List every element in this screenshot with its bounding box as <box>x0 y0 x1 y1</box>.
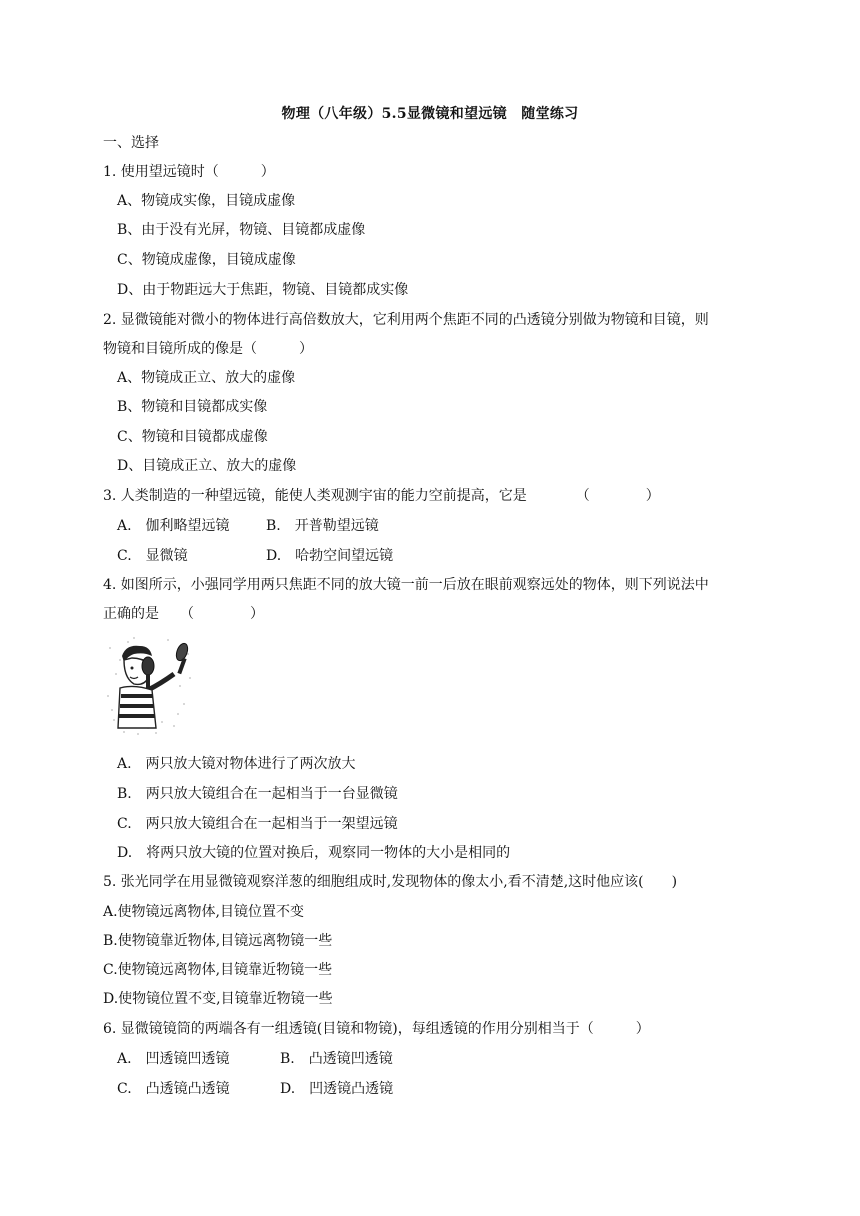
page-title: 物理（八年级）5.5显微镜和望远镜 随堂练习 <box>281 106 579 122</box>
question-4-stem-line1: 4. 如图所示，小强同学用两只焦距不同的放大镜一前一后放在眼前观察远处的物体，则下列说法中 <box>103 577 709 593</box>
boy-with-magnifiers-figure <box>104 634 196 738</box>
question-2-option-a: A、物镜成正立、放大的虚像 <box>117 370 296 386</box>
question-4-option-c: C. 两只放大镜组合在一起相当于一架望远镜 <box>117 816 398 832</box>
question-2-stem-line2: 物镜和目镜所成的像是（ ） <box>103 341 313 357</box>
question-2-stem-line1: 2. 显微镜能对微小的物体进行高倍数放大，它利用两个焦距不同的凸透镜分别做为物镜和目镜，则 <box>103 312 709 328</box>
question-6-option-d: D. 凹透镜凸透镜 <box>280 1081 394 1097</box>
question-1-option-d: D、由于物距远大于焦距，物镜、目镜都成实像 <box>117 282 409 298</box>
question-2-option-c: C、物镜和目镜都成虚像 <box>117 429 268 445</box>
question-6-option-b: B. 凸透镜凹透镜 <box>280 1051 393 1067</box>
question-5-option-c: C.使物镜远离物体,目镜靠近物镜一些 <box>103 962 333 978</box>
question-6-option-a: A. 凹透镜凹透镜 <box>117 1051 230 1067</box>
question-6-option-c: C. 凸透镜凸透镜 <box>117 1081 230 1097</box>
question-4-option-d: D. 将两只放大镜的位置对换后，观察同一物体的大小是相同的 <box>117 845 511 861</box>
question-2-option-b: B、物镜和目镜都成实像 <box>117 399 268 415</box>
question-4-option-b: B. 两只放大镜组合在一起相当于一台显微镜 <box>117 786 398 802</box>
question-4-stem-line2: 正确的是 （ ） <box>103 606 264 622</box>
question-3-option-c: C. 显微镜 <box>117 548 188 564</box>
question-5-stem: 5. 张光同学在用显微镜观察洋葱的细胞组成时,发现物体的像太小,看不清楚,这时他应该( ) <box>103 874 678 890</box>
question-5-option-d: D.使物镜位置不变,目镜靠近物镜一些 <box>103 991 333 1007</box>
question-5-option-b: B.使物镜靠近物体,目镜远离物镜一些 <box>103 933 333 949</box>
question-4-option-a: A. 两只放大镜对物体进行了两次放大 <box>117 756 356 772</box>
question-3-option-b: B. 开普勒望远镜 <box>266 518 379 534</box>
question-3-stem: 3. 人类制造的一种望远镜，能使人类观测宇宙的能力空前提高，它是 （ ） <box>103 488 660 504</box>
question-3-option-d: D. 哈勃空间望远镜 <box>266 548 394 564</box>
question-1-stem: 1. 使用望远镜时（ ） <box>103 164 275 180</box>
question-1-option-c: C、物镜成虚像，目镜成虚像 <box>117 252 296 268</box>
question-1-option-a: A、物镜成实像，目镜成虚像 <box>117 193 296 209</box>
question-1-option-b: B、由于没有光屏，物镜、目镜都成虚像 <box>117 222 366 238</box>
question-6-stem: 6. 显微镜镜筒的两端各有一组透镜(目镜和物镜)，每组透镜的作用分别相当于（ ） <box>103 1021 650 1037</box>
question-5-option-a: A.使物镜远离物体,目镜位置不变 <box>103 904 305 920</box>
question-2-option-d: D、目镜成正立、放大的虚像 <box>117 458 297 474</box>
question-3-option-a: A. 伽利略望远镜 <box>117 518 230 534</box>
section-heading: 一、选择 <box>103 135 159 151</box>
